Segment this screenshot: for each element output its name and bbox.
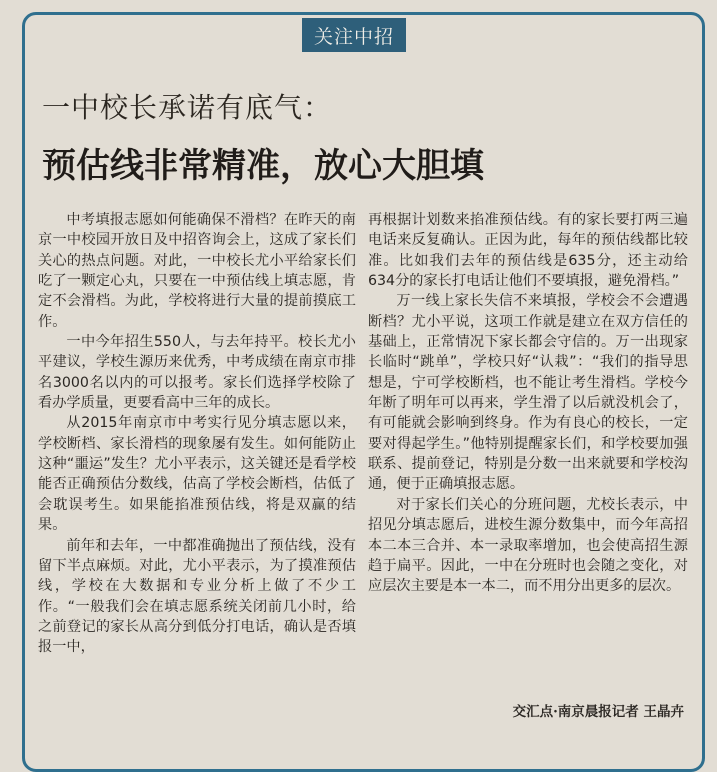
article-kicker: 一中校长承诺有底气： [42, 91, 333, 124]
article-column-left [38, 210, 356, 658]
paragraph: 前年和去年，一中都准确抛出了预估线，没有留下半点麻烦。对此，尤小平表示，为了摸准预估线，学校在大数据和专业分析上做了不少工作。“一般我们会在填志愿系统关闭前几小时，给之前登记的家长从高分到低分打电话，确认是否填报一中， [38, 537, 356, 656]
paragraph: 万一线上家长失信不来填报，学校会不会遭遇断档？尤小平说，这项工作就是建立在双方信任的基础上，正常情况下家长都会守信的。万一出现家长临时“跳单”，学校只好“认栽”：“我们的指导思想是，宁可学校断档，也不能让考生滑档。学校今年断了明年可以再来，学生滑了以后就没机会了，有可能就会影响到终身。作为有良心的校长，一定要对得起学生。”他特别提醒家长们，和学校要加强联系、提前登记，特别是分数一出来就要和学校沟通，便于正确填报志愿。 [368, 293, 688, 493]
paragraph: 从2015年南京市中考实行见分填志愿以来，学校断档、家长滑档的现象屡有发生。如何能防止这种“噩运”发生？尤小平表示，这关键还是看学校能否正确预估分数线，估高了学校会断档，估低了会耽误考生。如果能掐准预估线，将是双赢的结果。 [38, 415, 356, 534]
article-column-right [368, 210, 688, 597]
paragraph: 一中今年招生550人，与去年持平。校长尤小平建议，学校生源历来优秀，中考成绩在南京市排名3000名以内的可以报考。家长们选择学校除了看办学质量，更要看高中三年的成长。 [38, 334, 356, 412]
reporter-byline: 交汇点·南京晨报记者 王晶卉 [512, 704, 684, 720]
section-tab: 关注中招 [302, 18, 406, 52]
article-headline: 预估线非常精准，放心大胆填 [42, 146, 484, 186]
paragraph-continued: 再根据计划数来掐准预估线。有的家长要打两三遍电话来反复确认。正因为此，每年的预估线都比较准。比如我们去年的预估线是635分，还主动给634分的家长打电话让他们不要填报，避免滑档。” [368, 212, 688, 290]
paragraph: 中考填报志愿如何能确保不滑档？在昨天的南京一中校园开放日及中招咨询会上，这成了家长们关心的热点问题。对此，一中校长尤小平给家长们吃了一颗定心丸，只要在一中预估线上填志愿，肯定不会滑档。为此，学校将进行大量的提前摸底工作。 [38, 212, 356, 330]
paragraph: 对于家长们关心的分班问题，尤校长表示，中招见分填志愿后，进校生源分数集中，而今年高招本二本三合并、本一录取率增加，也会使高招生源趋于扁平。因此，一中在分班时也会随之变化，对应层次主要是本一本二，而不用分出更多的层次。 [368, 496, 688, 595]
